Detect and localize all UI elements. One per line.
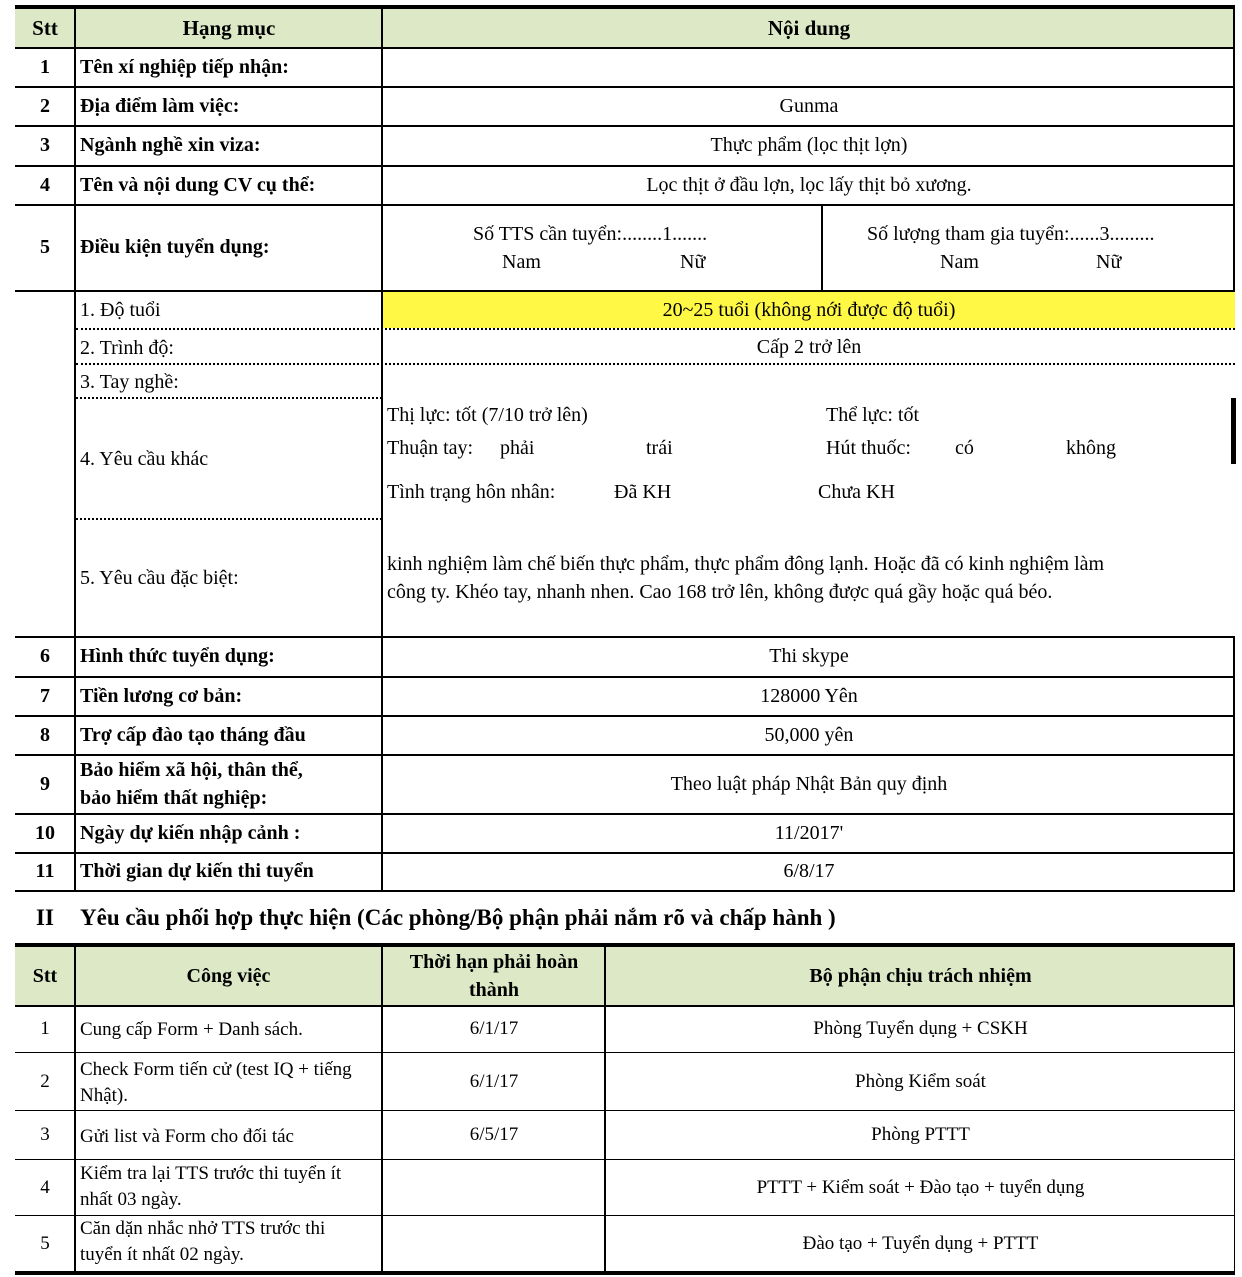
table-element: [15, 1271, 1235, 1275]
header-dept: Bộ phận chịu trách nhiệm: [809, 964, 1032, 987]
table-cell: Phòng Kiểm soát: [855, 1070, 986, 1092]
row-divider: [76, 397, 382, 399]
table-cell: 10: [35, 821, 55, 844]
row-divider: [76, 518, 382, 520]
table-cell: 4: [40, 173, 50, 196]
edu-value: Cấp 2 trở lên: [756, 335, 862, 358]
age-value: 20~25 tuổi (không nới được độ tuổi): [662, 298, 956, 321]
table-cell: Thi skype: [769, 645, 849, 667]
table-cell: 1: [40, 1018, 50, 1039]
table-cell: Tên và nội dung CV cụ thể:: [80, 173, 316, 196]
table-cell: Theo luật pháp Nhật Bản quy định: [670, 772, 948, 795]
table-cell: Nam: [502, 251, 541, 273]
table-cell: Tên xí nghiệp tiếp nhận:: [80, 55, 289, 78]
header-deadline-line2: thành: [468, 979, 520, 1001]
table-cell: trái: [646, 437, 673, 459]
table-cell: 6/5/17: [469, 1124, 519, 1145]
table-cell: Ngày dự kiến nhập cảnh :: [80, 821, 301, 844]
table-cell: Kiểm tra lại TTS trước thi tuyển ít: [80, 1163, 342, 1184]
header-item: Hạng mục: [182, 15, 276, 40]
column-divider: [1233, 947, 1235, 1005]
table-cell: Bảo hiểm xã hội, thân thể,: [80, 759, 303, 781]
skill-label: 3. Tay nghề:: [80, 371, 179, 393]
table-cell: 2: [40, 1070, 50, 1092]
header-deadline-line1: Thời hạn phải hoàn: [409, 951, 579, 973]
table-cell: 128000 Yên: [760, 684, 858, 707]
table-cell: Ngành nghề xin viza:: [80, 134, 261, 156]
table-cell: [383, 1160, 605, 1215]
edu-label: 2. Trình độ:: [80, 337, 174, 359]
table-cell: PTTT + Kiểm soát + Đào tạo + tuyển dụng: [756, 1176, 1085, 1198]
table-cell: Thuận tay:: [387, 437, 474, 459]
table-cell: Căn dặn nhắc nhở TTS trước thi: [80, 1218, 326, 1239]
table-cell: 11/2017': [774, 821, 844, 844]
header-stt: Stt: [32, 15, 58, 40]
table-cell: không: [1066, 437, 1116, 459]
table-cell: bảo hiểm thất nghiệp:: [80, 787, 268, 809]
table-cell: Gửi list và Form cho đối tác: [80, 1126, 294, 1147]
table-cell: Địa điểm làm việc:: [80, 94, 240, 117]
table-cell: Nữ: [1096, 251, 1122, 273]
table-cell: 9: [40, 772, 50, 795]
table-cell: 7: [40, 684, 50, 707]
header-content: Nội dung: [767, 15, 851, 40]
table-cell: [383, 1216, 605, 1271]
table-cell: 6/1/17: [469, 1070, 519, 1092]
table-cell: Số TTS cần tuyển:........1.......: [473, 223, 708, 245]
table-cell: 6/8/17: [783, 860, 835, 882]
table-cell: 4: [40, 1176, 50, 1198]
header-stt: Stt: [32, 964, 58, 987]
table-cell: nhất 03 ngày.: [80, 1189, 182, 1210]
table-cell: tuyển ít nhất 02 ngày.: [80, 1244, 244, 1265]
table-cell: Hình thức tuyển dụng:: [80, 645, 275, 667]
table-cell: kinh nghiệm làm chế biến thực phẩm, thực phẩm đông lạnh. Hoặc đã có kinh nghiệm làm: [387, 553, 1105, 575]
table-cell: Cung cấp Form + Danh sách.: [80, 1019, 303, 1040]
table-cell: 8: [40, 723, 50, 746]
row-divider: [15, 890, 1235, 892]
table-cell: 6: [40, 645, 50, 667]
special-label: 5. Yêu cầu đặc biệt:: [80, 567, 239, 589]
section2-numeral: II: [36, 905, 54, 930]
table-cell: Thực phẩm (lọc thịt lợn): [710, 134, 908, 156]
table-cell: Đào tạo + Tuyển dụng + PTTT: [802, 1232, 1039, 1254]
side-marker: [1231, 398, 1236, 464]
table-cell: Số lượng tham gia tuyển:......3.........: [867, 223, 1155, 245]
age-label: 1. Độ tuổi: [80, 299, 161, 321]
table-cell: Chưa KH: [818, 481, 895, 503]
table-cell: Thể lực: tốt: [826, 404, 920, 426]
table-cell: phải: [500, 437, 535, 459]
other-label: 4. Yêu cầu khác: [80, 448, 209, 470]
table-cell: Điều kiện tuyển dụng:: [80, 236, 270, 258]
table-cell: [383, 48, 1235, 86]
table-cell: Nữ: [680, 251, 706, 273]
table-cell: Thị lực: tốt (7/10 trở lên): [387, 404, 588, 426]
table-cell: Đã KH: [614, 481, 672, 503]
table-cell: 50,000 yên: [764, 723, 854, 746]
table-cell: Nam: [940, 251, 979, 273]
table-cell: 3: [40, 1124, 50, 1145]
section2-title: Yêu cầu phối hợp thực hiện (Các phòng/Bộ phận phải nắm rõ và chấp hành ): [80, 905, 836, 930]
table-cell: 11: [35, 860, 55, 882]
table-cell: 6/1/17: [469, 1018, 519, 1039]
table-cell: công ty. Khéo tay, nhanh nhen. Cao 168 trở lên, không được quá gầy hoặc quá béo.: [387, 581, 1053, 603]
table-cell: Hút thuốc:: [826, 437, 911, 459]
table-cell: Thời gian dự kiến thi tuyển: [80, 860, 314, 882]
table-cell: Nhật).: [80, 1085, 129, 1106]
table-cell: 3: [40, 134, 50, 156]
header-task: Công việc: [186, 964, 271, 987]
table-cell: Tình trạng hôn nhân:: [387, 481, 556, 503]
table-cell: Gunma: [779, 94, 839, 117]
table-cell: có: [955, 437, 974, 459]
table-cell: Lọc thịt ở đầu lợn, lọc lấy thịt bỏ xương.: [646, 173, 972, 196]
table-cell: 5: [40, 1232, 50, 1254]
column-divider: [821, 204, 823, 291]
table-cell: 5: [40, 236, 50, 258]
table-cell: 2: [40, 94, 50, 117]
table-cell: Phòng Tuyển dụng + CSKH: [813, 1018, 1028, 1039]
table-cell: 1: [40, 55, 50, 78]
table-cell: Tiền lương cơ bản:: [80, 684, 243, 707]
table-cell: Phòng PTTT: [871, 1124, 970, 1145]
table-cell: Check Form tiến cử (test IQ + tiếng: [80, 1059, 352, 1080]
table-cell: Trợ cấp đào tạo tháng đầu: [80, 723, 306, 746]
